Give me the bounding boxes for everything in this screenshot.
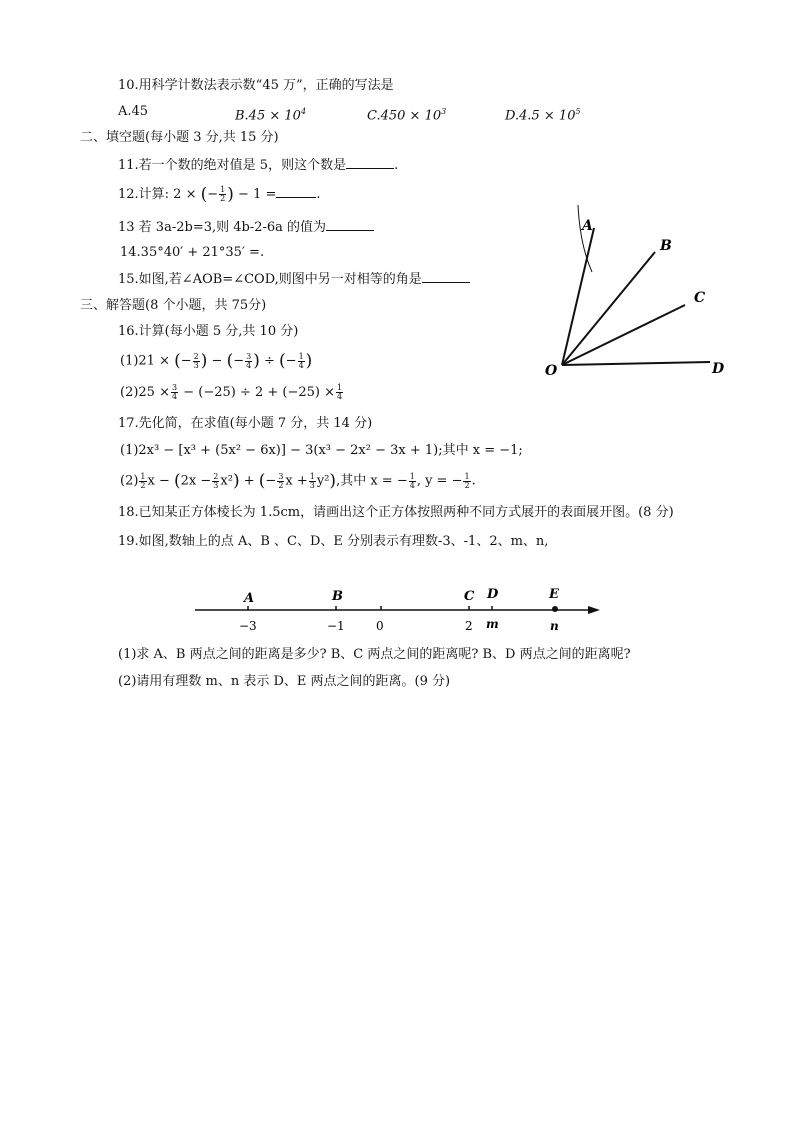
q19-sub1: (1)求 A、B 两点之间的距离是多少? B、C 两点之间的距离呢? B、D 两点之间的距离呢? <box>118 647 631 662</box>
q12-fraction: $\frac{1}{2}$ <box>220 185 226 203</box>
nl-value-e: n <box>550 619 559 633</box>
nl-label-c: C <box>464 589 475 604</box>
q17-stem: 17.先化简，在求值(每小题 7 分，共 14 分) <box>118 416 373 431</box>
nl-value-zero: 0 <box>376 619 384 633</box>
q17-part2: (2) $\frac{1}{2}$ x − (2x − $\frac{2}{3}$ x²) + (− $\frac{3}{2}$ x + $\frac{1}{3}$ y²),其中 x = − $\frac{1}{4}$ , y = − $\frac{1}{2}$ . <box>120 471 476 491</box>
q11: 11.若一个数的绝对值是 5，则这个数是 . <box>118 158 399 173</box>
q16-stem: 16.计算(每小题 5 分,共 10 分) <box>118 324 299 339</box>
q18: 18.已知某正方体棱长为 1.5cm，请画出这个正方体按照两种不同方式展开的表面展开图。(8 分) <box>118 505 674 520</box>
angle-figure <box>540 200 740 385</box>
label-c: C <box>694 290 706 306</box>
q15-answer-blank[interactable] <box>422 270 470 283</box>
nl-label-e: E <box>549 587 559 602</box>
q10-option-a: A.45 <box>118 104 149 119</box>
q10-option-c: $C.450 \times 10^3$ <box>367 107 447 124</box>
nl-value-b: −1 <box>327 619 345 633</box>
label-d: D <box>712 361 725 377</box>
nl-label-d: D <box>487 587 499 602</box>
section3-title: 三、解答题(8 个小题，共 75分) <box>80 298 267 313</box>
nl-label-b: B <box>332 589 343 604</box>
q16-part1: (1)21 × (− $\frac{2}{3}$ ) − (− $\frac{3}{4}$ ) ÷ (− $\frac{1}{4}$ ) <box>120 351 313 371</box>
nl-label-a: A <box>244 591 255 606</box>
q10-option-b: $B.45 \times 10^4$ <box>235 107 307 124</box>
axis-arrow <box>588 606 600 614</box>
label-o: O <box>545 363 558 379</box>
q10-option-d: $D.4.5 \times 10^5$ <box>505 107 581 124</box>
label-a: A <box>582 218 593 234</box>
q14: 14.35°40′ + 21°35′ =. <box>120 245 265 260</box>
number-line <box>190 580 610 635</box>
label-b: B <box>660 238 672 254</box>
q12-answer-blank[interactable] <box>276 185 316 198</box>
q19-sub2: (2)请用有理数 m、n 表示 D、E 两点之间的距离。(9 分) <box>118 674 451 689</box>
q15: 15.如图,若∠AOB=∠COD,则图中另一对相等的角是 <box>118 270 470 289</box>
q17-part1: (1)2x³ − [x³ + (5x² − 6x)] − 3(x³ − 2x² − 3x + 1);其中 x = −1; <box>120 443 523 458</box>
nl-value-c: 2 <box>465 619 473 633</box>
ray-od <box>562 362 710 365</box>
arc-mark <box>578 205 592 272</box>
q16-part2: (2)25 × $\frac{3}{4}$ − (−25) ÷ 2 + (−25) × $\frac{1}{4}$ <box>120 383 343 401</box>
q13: 13 若 3a-2b=3,则 4b-2-6a 的值为 <box>118 218 374 237</box>
ray-oc <box>562 305 685 365</box>
nl-value-a: −3 <box>239 619 257 633</box>
nl-value-d: m <box>486 617 499 631</box>
q12: 12.计算: 2 × (− $\frac{1}{2}$ ) − 1 = . <box>118 184 321 205</box>
q10-stem: 10.用科学计数法表示数“45 万”，正确的写法是 <box>118 78 394 93</box>
q11-answer-blank[interactable] <box>346 156 394 169</box>
point-e-dot <box>552 606 558 612</box>
q19-stem: 19.如图,数轴上的点 A、B 、C、D、E 分别表示有理数-3、-1、2、m、n, <box>118 534 549 549</box>
section2-title: 二、填空题(每小题 3 分,共 15 分) <box>80 130 279 145</box>
q13-answer-blank[interactable] <box>326 218 374 231</box>
